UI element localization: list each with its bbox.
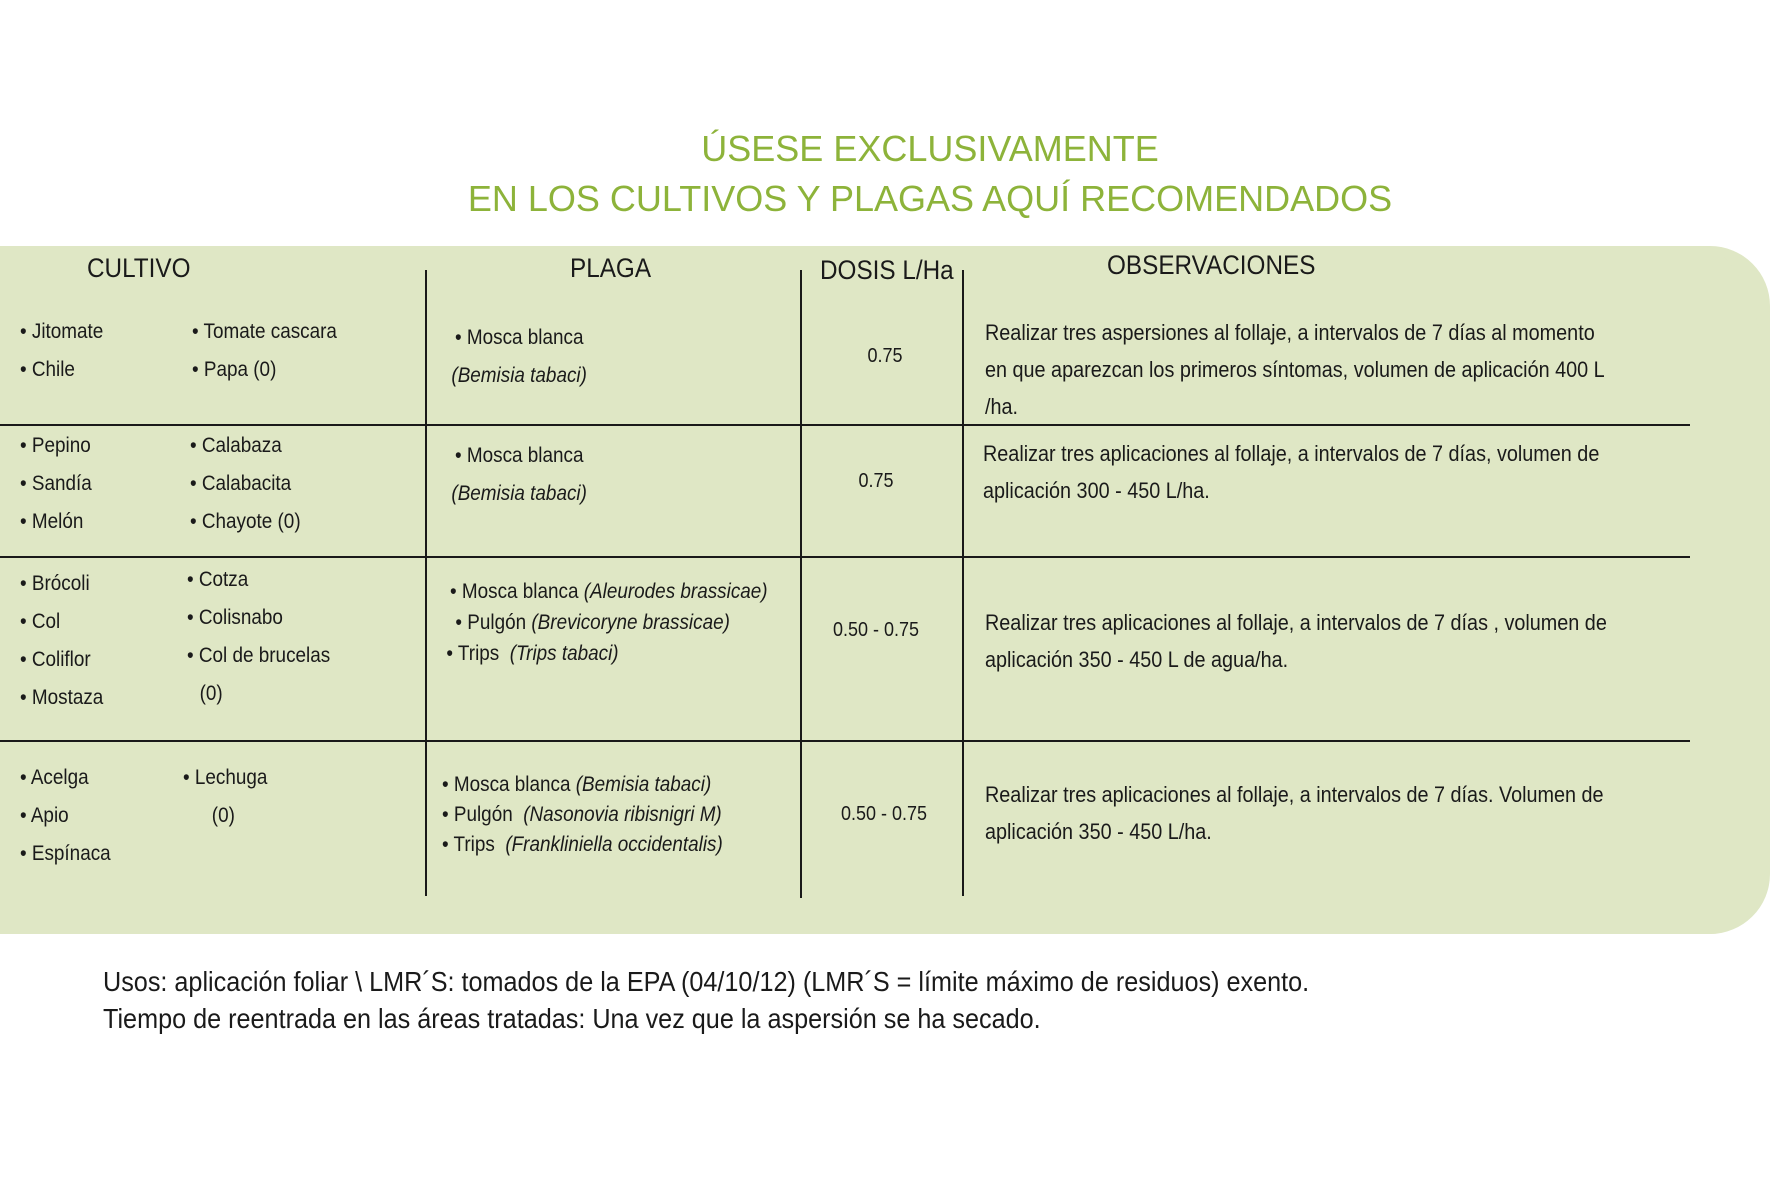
list-item: • Cotza: [187, 568, 249, 591]
list-item: • Espínaca: [20, 842, 111, 865]
table-row-3-dosis: 0.50 - 0.75: [832, 619, 920, 641]
plaga-item: (Bemisia tabaci): [451, 364, 587, 387]
list-item: • Acelga: [20, 766, 89, 789]
divider-dosis: [800, 270, 802, 898]
table-row-1-cultivo-a: [20, 313, 103, 389]
table-row-1-dosis: 0.75: [867, 345, 903, 367]
plaga-item: • Pulgón (Nasonovia ribisnigri M): [442, 803, 722, 826]
list-item: • Mostaza: [20, 686, 104, 709]
table-row-4-dosis: 0.50 - 0.75: [840, 803, 928, 825]
header-dosis: DOSIS L/Ha: [820, 255, 954, 285]
table-row-4-observaciones: Realizar tres aplicaciones al follaje, a intervalos de 7 días. Volumen de aplicación 350 - 450 L/ha.: [985, 782, 1604, 844]
list-item: • Col de brucelas: [187, 644, 331, 667]
table-row-2-dosis: 0.75: [858, 470, 894, 492]
row-separator-2: [0, 556, 1690, 558]
table-row-3-cultivo-b: [187, 561, 330, 713]
table-row-2-observaciones: Realizar tres aplicaciones al follaje, a intervalos de 7 días, volumen de aplicación 300 - 450 L/ha.: [983, 441, 1600, 503]
plaga-item: • Mosca blanca: [455, 444, 584, 467]
list-item: • Brócoli: [20, 572, 90, 595]
table-row-4-cultivo-b: [183, 759, 267, 835]
header-plaga: PLAGA: [570, 253, 652, 283]
footer-reentrada: Tiempo de reentrada en las áreas tratadas: Una vez que la aspersión se ha secado.: [103, 1003, 1041, 1034]
list-item: • Coliflor: [20, 648, 91, 671]
table-row-2-plaga: [451, 437, 587, 513]
table-row-3-plaga: [446, 576, 768, 669]
divider-observaciones: [962, 270, 964, 896]
list-item: • Tomate cascara: [192, 320, 337, 343]
list-item: • Calabacita: [190, 472, 292, 495]
list-item: • Calabaza: [190, 434, 282, 457]
list-item: • Chayote (0): [190, 510, 301, 533]
header-cultivo: CULTIVO: [87, 253, 191, 283]
list-item: • Papa (0): [192, 358, 277, 381]
plaga-item: • Mosca blanca (Aleurodes brassicae): [450, 580, 768, 603]
table-row-4-cultivo-a: [20, 759, 111, 873]
divider-plaga: [425, 270, 427, 896]
list-item: • Col: [20, 610, 61, 633]
header-observaciones: OBSERVACIONES: [1107, 250, 1316, 280]
plaga-item: • Mosca blanca (Bemisia tabaci): [442, 773, 712, 796]
table-row-2-cultivo-b: [190, 427, 301, 541]
plaga-item: • Mosca blanca: [455, 326, 584, 349]
list-item: (0): [199, 682, 223, 705]
table-row-2-cultivo-a: [20, 427, 92, 541]
row-separator-3: [0, 740, 1690, 742]
table-row-3-observaciones: Realizar tres aplicaciones al follaje, a intervalos de 7 días , volumen de aplicación 350 - 450 L de agua/ha.: [985, 610, 1607, 672]
list-item: • Jitomate: [20, 320, 104, 343]
plaga-item: • Trips (Trips tabaci): [446, 642, 619, 665]
list-item: • Chile: [20, 358, 75, 381]
list-item: • Sandía: [20, 472, 92, 495]
table-row-1-cultivo-b: [192, 313, 337, 389]
plaga-item: • Trips (Frankliniella occidentalis): [442, 833, 723, 856]
table-row-4-plaga: [442, 770, 723, 860]
table-row-1-observaciones: Realizar tres aspersiones al follaje, a intervalos de 7 días al momento en que aparezcan los primeros síntomas, volumen de aplicación 400 L /ha.: [985, 320, 1604, 419]
footer-usos: Usos: aplicación foliar \ LMR´S: tomados de la EPA (04/10/12) (LMR´S = límite máximo de residuos) exento.: [103, 966, 1310, 997]
table-row-1-plaga: [451, 319, 587, 395]
list-item: • Lechuga: [183, 766, 268, 789]
plaga-item: • Pulgón (Brevicoryne brassicae): [455, 611, 730, 634]
list-item: (0): [211, 804, 235, 827]
list-item: • Melón: [20, 510, 84, 533]
table-row-3-cultivo-a: [20, 565, 103, 717]
list-item: • Pepino: [20, 434, 91, 457]
plaga-item: (Bemisia tabaci): [451, 482, 587, 505]
title-line-2: EN LOS CULTIVOS Y PLAGAS AQUÍ RECOMENDADOS: [467, 178, 1393, 219]
list-item: • Apio: [20, 804, 69, 827]
title-line-1: ÚSESE EXCLUSIVAMENTE: [701, 128, 1159, 169]
list-item: • Colisnabo: [187, 606, 283, 629]
